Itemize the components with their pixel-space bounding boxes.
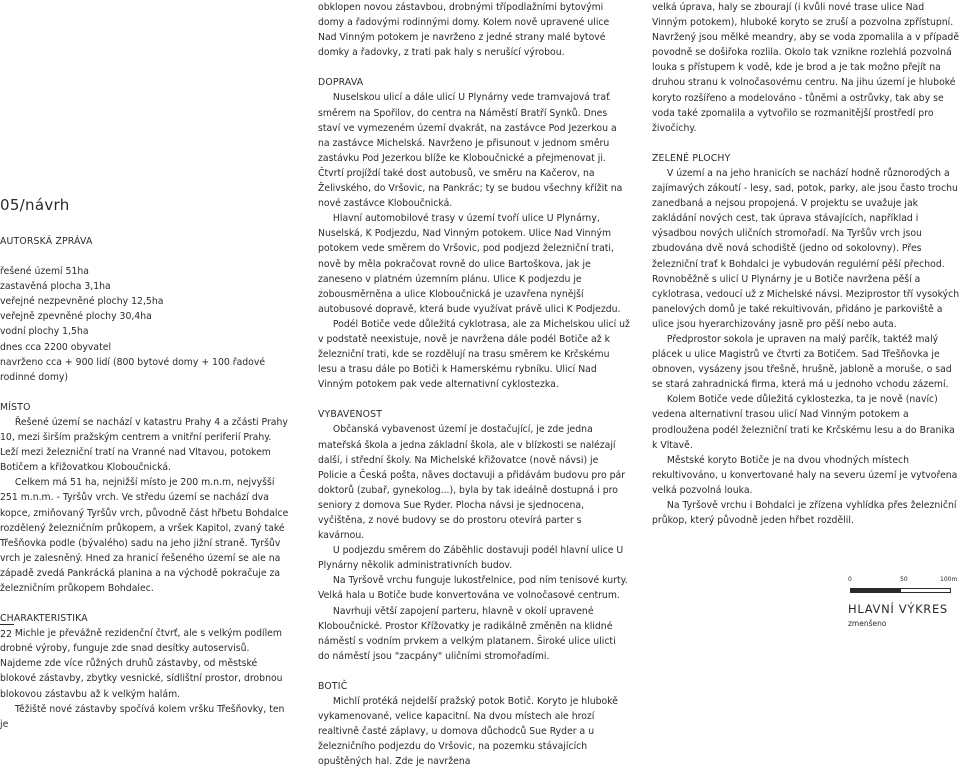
vybavenost-heading: VYBAVENOST (318, 409, 383, 421)
vybavenost-paragraph: Navrhuji větší zapojení parteru, hlavně v okolí upravené Kloboučnické. Prostor Křížovatky je radikálně změněn na klidné náměstí s vodním prvkem a velkým platanem. Široké ulice ulicti do náměstí jsou "zacpány" uličními stromořadími. (318, 605, 616, 662)
misto-paragraph: Řešené území se nachází v katastru Prahy 4 a zčásti Prahy 10, mezi širším pražským centrem a vnitřní periferií Prahy. Leží mezi železniční tratí na Vranné nad Vltavou, potokem Botičem a křižovatkou Kloboučnická. (0, 416, 288, 474)
misto-heading: MÍSTO (0, 401, 31, 413)
page-title: 05/návrh (0, 196, 70, 214)
zelen-heading: ZELENÉ PLOCHY (652, 152, 731, 164)
plan-subtitle: zmenšeno (848, 619, 887, 628)
report-heading: AUTORSKÁ ZPRÁVA (0, 236, 93, 247)
misto-paragraph: Celkem má 51 ha, nejnižší místo je 200 m.n.m, nejvyšší 251 m.n.m. - Tyršův vrch. Ve středu území se nachází dva kopce, zmiňovaný Tyršův vrch, původně část hřbetu Bohdalce rozdělený železničním průkopem, a vršek Kapitol, zvaný také Třešňovka podle (bývalého) sadu na jeho jižní straně. Tyršův vrch je zalesněný. Hned za hranicí řešeného území se ale na západě zvedá Pankrácká planina a na východě pokračuje za železničním průkopem Bohdalec. (0, 477, 289, 594)
report-section (0, 234, 292, 732)
zelen-paragraph: Předprostor sokola je upraven na malý parčík, taktéž malý plácek u ulice Magistrů ve čtvrti za Botičem. Sad Třešňovka je obnoven, vysázeny jsou třešně, hrušně, jabloně a moruše, o sad se stará zahradnická firma, která má u jednoho vchodu zázemí. (652, 333, 952, 391)
column-middle (318, 0, 630, 770)
zelen-paragraph: V území a na jeho hranicích se nachází hodně různorodých a zajímavých zákoutí - lesy, sad, potok, parky, ale jsou často trochu zanedbaná a nejsou propojená. V projektu se uvažuje jak zakládání nových cest, tak úprava stávajících, například i výsadbou nových uličních stromořadí. Na Tyršův vrch jsou zbudována dvě nová schodiště (jedno od sokolovny). Přes železniční trať k Bohdalci je vybudován regulérní pěší přechod. Rovnoběžně s ulicí U Plynárny je u Botiče navržena pěší a cyklotrasa, vedoucí už z Michelské návsi. Meziprostor tří vysokých panelových domů je také rekultivován, přidáno je parkoviště a ulice jsou hyerarchizovány jasně pro pěší nebo auta. (652, 167, 960, 330)
doprava-heading: DOPRAVA (318, 77, 364, 89)
stat-area: řešené území 51ha (0, 266, 89, 278)
zelen-paragraph: Kolem Botiče vede důležitá cyklostezka, ta je nově (navíc) vedena alternativní trasou ulicí Nad Vinným potokem a prodloužena podél železniční trati ke Krčskému lesu a do Branika k Vltavě. (652, 394, 955, 451)
char-heading: CHARAKTERISTIKA (0, 613, 88, 625)
char-paragraph: Michle je převážně rezidenční čtvrť, ale s velkým podílem drobné výroby, funguje zde snad desítky autoservisů. Najdeme zde více růžných druhů zástavby, od městské blokové zástavby, zbytky vesnické, sídlištní prostor, drobnou blokovou zástavbu až k velkým halám. (0, 628, 283, 700)
scale-bar (850, 588, 952, 593)
stat-population: dnes cca 2200 obyvatel (0, 341, 112, 353)
char-paragraph: Těžiště nové zástavby spočívá kolem vršku Třešňovky, ten je (0, 703, 285, 730)
vybavenost-paragraph: U podjezdu směrem do Záběhlic dostavuji podél hlavní ulice U Plynárny několik administrativních budov. (318, 545, 624, 572)
page-number: 22 (0, 624, 14, 640)
scale-block (848, 576, 960, 636)
vybavenost-paragraph: Na Tyršově vrchu funguje lukostřelnice, pod ním tenisové kurty. Velká hala u Botiče bude konvertována ve volnočasové centrum. (318, 575, 628, 602)
stat-built: zastavěná plocha 3,1ha (0, 281, 111, 293)
botic-heading: BOTIČ (318, 680, 348, 692)
scale-tick-100: 100m (940, 576, 958, 583)
zelen-paragraph: Městské koryto Botiče je na dvou vhodných místech rekultivováno, u konvertované haly na severu území je vytvořena velká pozvolná louka. (652, 454, 958, 496)
doprava-paragraph: Hlavní automobilové trasy v území tvoří ulice U Plynárny, Nuselská, K Podjezdu, Nad Vinným potokem. Ulice Nad Vinným potokem vede směrem do Vršovic, pod podjezd železniční trati, nově by měla pokračovat rovně do ulice Bartoškova, jak je zaneseno v platném územním plánu. Ulice K podjezdu je zobousměrněna a ulice Kloboučnická je uzavřena nynější autobusové dopravě, která bude využívat právě ulici K Podjezdu. (318, 213, 621, 315)
column-right (652, 0, 960, 528)
stat-unpaved: veřejné nezpevněné plochy 12,5ha (0, 296, 164, 308)
stat-water: vodní plochy 1,5ha (0, 326, 89, 338)
intro-paragraph: velká úprava, haly se zbourají (i kvůli nové trase ulice Nad Vinným potokem), hluboké koryto se zruší a pozvolna zpřístupní. Navržený jsou mělké meandry, aby se voda zpomalila a v případě povodně se došiřoka rozlila. Okolo tak vznikne rozlehlá pozvolná louka s přístupem k vodě, kde je brod a je tak možno přejít na druhou stranu k volnočasovému centru. Na jihu území je hluboké koryto rozšířeno a modelováno - tůněmi a ostrůvky, tak aby se voda také zpomalila a vytvořilo se rozmanitější prostředí pro živočichy. (652, 2, 960, 134)
scale-tick-50: 50 (900, 576, 908, 583)
doprava-paragraph: Podél Botiče vede důležitá cyklotrasa, ale za Michelskou ulicí už v podstatě neexistuje, nově je navržena dále podél Botiče až k železniční trati, kde se rozdělují na trasu směrem ke Krčskému lesu a trasu dále po Botiči k Hamerskému rybníku. Ulicí Nad Vinným potokem pak vede alternativní cyklostezka. (318, 318, 630, 391)
scale-segment-dark (850, 588, 901, 593)
scale-segment-light (900, 588, 951, 593)
plan-title: HLAVNÍ VÝKRES (848, 602, 948, 616)
botic-paragraph: Michlí protéká nejdelší pražský potok Botič. Koryto je hlubokě vykamenované, velice kapacitní. Na dvou místech ale hrozí realtivně časté záplavy, u domova důchodců Sue Ryder a u železničního podjezdu do Vršovic, na pozemku stávajících opuštěných hal. Zde je navržena (318, 696, 618, 768)
stat-paved: veřejně zpevněné plochy 30,4ha (0, 311, 152, 323)
scale-tick-0: 0 (848, 576, 852, 583)
stat-proposed: navrženo cca + 900 lidí (800 bytové domy + 100 řadové rodinné domy) (0, 356, 266, 383)
vybavenost-paragraph: Občanská vybavenost území je dostačující, je zde jedna mateřská škola a jedna základní škola, ale v blízkosti se nalézají další, i střední školy. Na Michelské křižovatce (nově návsi) je Policie a Česká pošta, nâves doctavuji a přidávám budovu pro pár doktorů (zubař, gynekolog...), byla by tak ideálně dostupná i pro seniory z domova Sue Ryder. Plocha návsi je sjednocena, vyčištěna, z nové budovy se do prostoru otevírá parter s kavárnou. (318, 424, 626, 542)
intro-paragraph: obklopen novou zástavbou, drobnými třípodlažními bytovými domy a řadovými rodinnými domy. Kolem nově upravené ulice Nad Vinným potokem je navrženo z jedné strany malé bytové domky a řadovky, z trati pak haly s nerušící výrobou. (318, 2, 610, 59)
doprava-paragraph: Nuselskou ulicí a dále ulicí U Plynárny vede tramvajová trať směrem na Spořilov, do centra na Náměstí Bratří Synků. Dnes staví ve vymezeném území dvakrát, na zastávce Pod Jezerkou a na zastávce Michelská. Navrženo je přisunout v jednom směru zastávku Pod Jezerkou blíže ke Kloboučnické a přejmenovat ji. Čtvrtí projíždí také dost autobusů, ve směru na Kačerov, na Želivského, do Vršovic, na Pankrác; ty se budou všechny křížit na nové zastávce Kloboučnická. (318, 92, 623, 210)
zelen-paragraph: Na Tyršově vrchu i Bohdalci je zřízena vyhlídka přes železniční průkop, který původně jeden hřbet rozdělil. (652, 500, 957, 527)
